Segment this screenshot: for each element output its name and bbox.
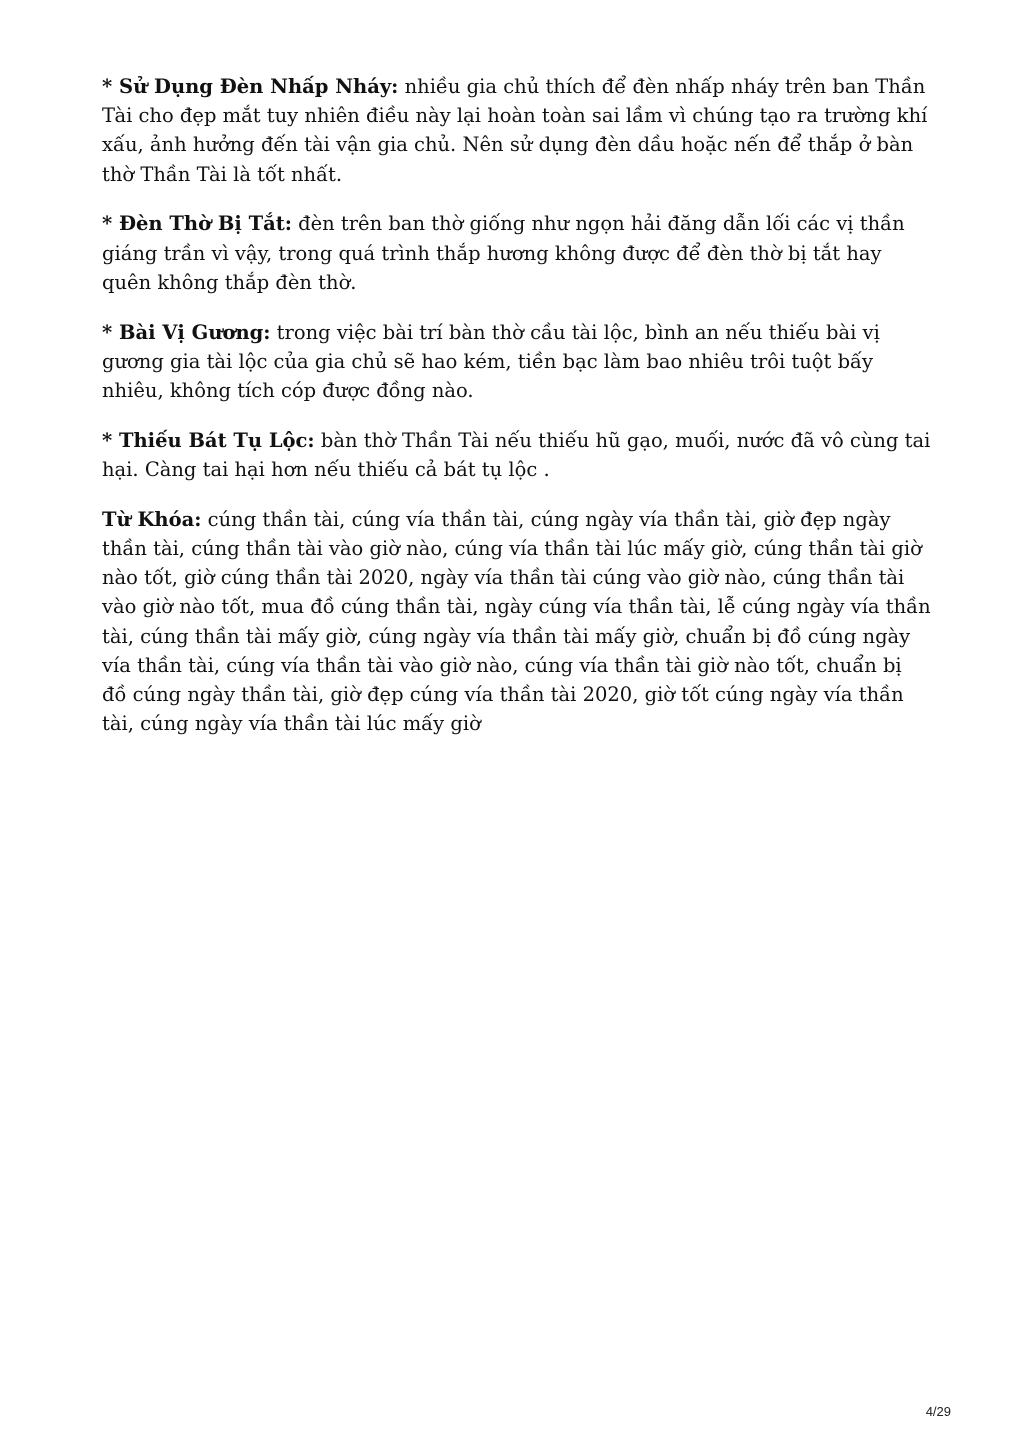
paragraph-label: * Sử Dụng Đèn Nhấp Nháy:: [102, 75, 399, 98]
paragraph-text: bàn thờ Thần Tài nếu thiếu hũ gạo, muối, nước đã vô cùng tai hại. Càng tai hại hơn nếu thiếu cả bát tụ lộc .: [102, 428, 931, 482]
paragraph-text: đèn trên ban thờ giống như ngọn hải đăng dẫn lối các vị thần giáng trần vì vậy, trong quá trình thắp hương không được để đèn thờ bị tắt hay quên không thắp đèn thờ.: [102, 212, 905, 294]
paragraph-text: cúng thần tài, cúng vía thần tài, cúng ngày vía thần tài, giờ đẹp ngày thần tài, cúng thần tài vào giờ nào, cúng vía thần tài lúc mấy giờ, cúng thần tài giờ nào tốt, giờ cúng thần tài 2020, ngày vía thần tài cúng vào giờ nào, cúng thần tài vào giờ nào tốt, mua đồ cúng thần tài, ngày cúng vía thần tài, lễ cúng ngày vía thần tài, cúng thần tài mấy giờ, cúng ngày vía thần tài mấy giờ, chuẩn bị đồ cúng ngày vía thần tài, cúng vía thần tài vào giờ nào, cúng vía thần tài giờ nào tốt, chuẩn bị đồ cúng ngày thần tài, giờ đẹp cúng vía thần tài 2020, giờ tốt cúng ngày vía thần tài, cúng ngày vía thần tài lúc mấy giờ: [102, 507, 931, 736]
paragraph-keywords: [102, 505, 932, 739]
document-body: [102, 72, 932, 759]
paragraph-text: nhiều gia chủ thích để đèn nhấp nháy trên ban Thần Tài cho đẹp mắt tuy nhiên điều này lại hoàn toàn sai lầm vì chúng tạo ra trường khí xấu, ảnh hưởng đến tài vận gia chủ. Nên sử dụng đèn dầu hoặc nến để thắp ở bàn thờ Thần Tài là tốt nhất.: [102, 75, 928, 186]
page-number: 4/29: [925, 1404, 951, 1419]
paragraph-label: * Bài Vị Gương:: [102, 320, 271, 344]
paragraph-text: trong việc bài trí bàn thờ cầu tài lộc, bình an nếu thiếu bài vị gương gia tài lộc của gia chủ sẽ hao kém, tiền bạc làm bao nhiêu trôi tuột bấy nhiêu, không tích cóp được đồng nào.: [102, 320, 880, 403]
paragraph-label: * Đèn Thờ Bị Tắt:: [102, 212, 292, 236]
paragraph-fortune-bowl: [102, 426, 932, 484]
paragraph-mirror-tablet: [102, 318, 932, 406]
paragraph-lamp-off: [102, 209, 932, 297]
paragraph-label: * Thiếu Bát Tụ Lộc:: [102, 428, 315, 452]
paragraph-flashing-lights: [102, 72, 932, 189]
paragraph-label: Từ Khóa:: [102, 507, 202, 531]
